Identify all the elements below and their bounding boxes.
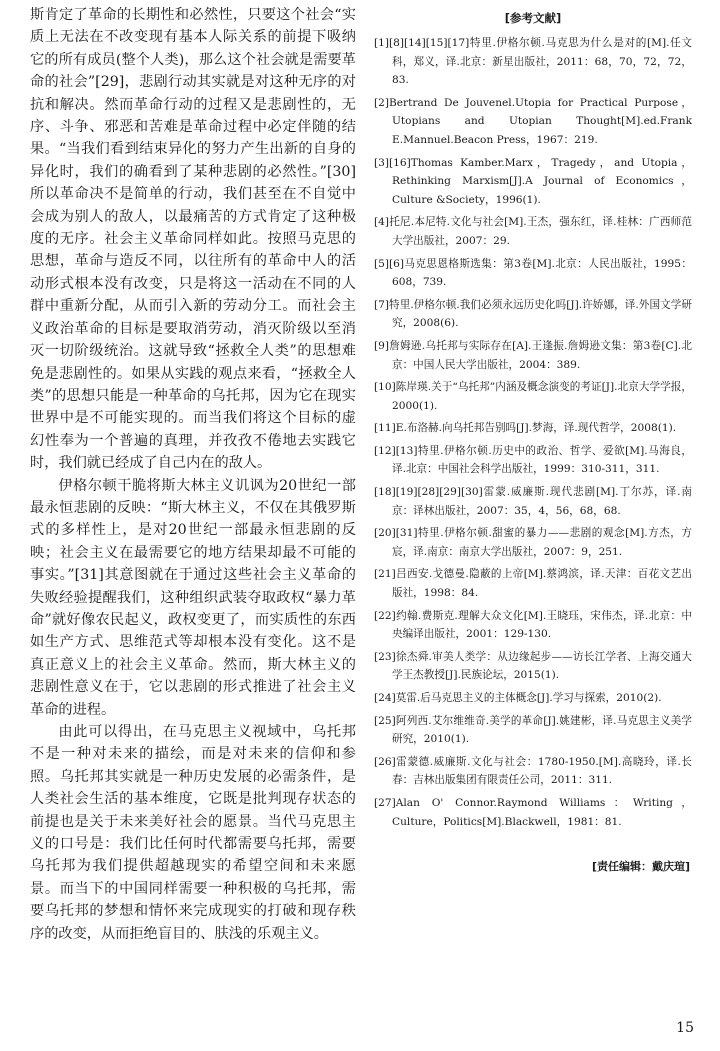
reference-item: [23]徐杰舜.审美人类学：从边缘起步——访长江学者、上海交通大学王杰教授[J].民族论坛，2015(1). [374,650,692,682]
reference-item: [2]Bertrand De Jouvenel.Utopia for Practical Purpose，Utopians and Utopian Thought[M].ed.Frank E.Mannuel.Beacon Press，1967：219. [374,96,692,146]
reference-item: [9]詹姆逊.乌托邦与实际存在[A].王逢振.詹姆逊文集：第3卷[C].北京：中国人民大学出版社，2004：389. [374,339,692,371]
body-paragraph: 由此可以得出，在马克思主义视域中，乌托邦不是一种对未来的描绘，而是对未来的信仰和参照。乌托邦其实就是一种历史发展的必需条件，是人类社会生活的基本维度，它既是批判现存状态的前提也是关于未来美好社会的愿景。当代马克思主义的口号是：我们比任何时代都需要乌托邦，需要乌托邦为我们提供超越现实的希望空间和未来愿景。而当下的中国同样需要一种积极的乌托邦，需要乌托邦的梦想和情怀来完成现实的打破和现存秩序的改变，从而拒绝盲目的、肤浅的乐观主义。 [30,724,356,942]
editor-note: [责任编辑：戴庆瑄] [591,860,690,873]
reference-item: [10]陈岸瑛.关于“乌托邦”内涵及概念演变的考证[J].北京大学学报，2000(1). [374,381,692,412]
reference-item: [1][8][14][15][17]特里.伊格尔顿.马克思为什么是对的[M].任文科，郑义，译.北京：新星出版社，2011：68，70，72，72，83. [374,37,692,87]
reference-item: [11]E.布洛赫.向乌托邦告别吗[J].梦海，译.现代哲学，2008(1). [374,422,677,435]
reference-item: [21]吕西安.戈德曼.隐蔽的上帝[M].蔡鸿滨，译.天津：百花文艺出版社，1998：84. [374,568,692,600]
body-column [30,4,356,945]
reference-item: [18][19][28][29][30]雷蒙.威廉斯.现代悲剧[M].丁尔苏，译.南京：译林出版社，2007：35，4，56，68，68. [374,486,692,517]
reference-item: [24]莫雷.后马克思主义的主体概念[J].学习与探索，2010(2). [374,692,662,704]
reference-item: [20][31]特里.伊格尔顿.甜蜜的暴力——悲剧的观念[M].方杰，方宸，译.南京：南京大学出版社，2007：9，251. [374,527,692,558]
reference-item: [4]托尼.本尼特.文化与社会[M].王杰，强东红，译.桂林：广西师范大学出版社，2007：29. [374,216,692,247]
reference-item: [27]Alan O' Connor.Raymond Williams：Writing，Culture，Politics[M].Blackwell，1981：81. [374,796,692,828]
reference-item: [26]雷蒙德.威廉斯.文化与社会：1780-1950.[M].高晓玲，译.长春：吉林出版集团有限责任公司，2011：311. [374,755,692,787]
reference-item: [22]约翰.费斯克.理解大众文化[M].王晓珏，宋伟杰，译.北京：中央编译出版社，2001：129-130. [374,609,692,641]
references-title: [参考文献] [504,11,562,25]
reference-item: [12][13]特里.伊格尔顿.历史中的政治、哲学、爱欲[M].马海良，译.北京：中国社会科学出版社，1999：310-311，311. [374,444,692,476]
body-paragraph: 伊格尔顿干脆将斯大林主义讥讽为20世纪一部最永恒悲剧的反映：“斯大林主义，不仅在其俄罗斯式的多样性上，是对20世纪一部最永恒悲剧的反映；社会主义在最需要它的地方结果却最不可能的事实。”[31]其意图就在于通过这些社会主义革命的失败经验提醒我们，这种组织武装夺取政权“暴力革命”就好像农民起义，政权变更了，而实质性的东西如生产方式、思维范式等却根本没有变化。这不是真正意义上的社会主义革命。然而，斯大林主义的悲剧性意义在于，它以悲剧的形式推进了社会主义革命的进程。 [30,477,356,718]
reference-item: [5][6]马克思恩格斯选集：第3卷[M].北京：人民出版社，1995：608，739. [374,257,692,289]
references-section [374,10,692,835]
reference-item: [25]阿列西.艾尔维维奇.美学的革命[J].姚建彬，译.马克思主义美学研究，2010(1). [374,714,692,746]
reference-item: [7]特里.伊格尔顿.我们必须永远历史化吗[J].许娇娜，译.外国文学研究，2008(6). [374,298,692,330]
page-number: 15 [676,1020,694,1036]
reference-item: [3][16]Thomas Kamber.Marx，Tragedy，and Utopia，Rethinking Marxism[J].A Journal of Economics，Culture &Society，1996(1). [374,156,692,206]
body-paragraph: 斯肯定了革命的长期性和必然性，只要这个社会“实质上无法在不改变现有基本人际关系的前提下吸纳它的所有成员(整个人类)，那么这个社会就是需要革命的社会”[29]，悲剧行动其实就是对这种无序的对抗和解决。然而革命行动的过程又是悲剧性的，无序、斗争、邪恶和苦难是革命过程中必定伴随的结果。“当我们看到结束异化的努力产生出新的自身的异化时，我们的确看到了某种悲剧的必然性。”[30]所以革命决不是简单的行动，我们甚至在不自觉中会成为别人的敌人，以最痛苦的方式肯定了这种极度的无序。社会主义革命同样如此。按照马克思的思想，革命与造反不同，以往所有的革命中人的活动形式根本没有改变，只是将这一活动在不同的人群中重新分配，从而引入新的劳动分工。而社会主义政治革命的目标是要取消劳动，消灭阶级以至消灭一切阶级统治。这就导致“拯救全人类”的思想难免是悲剧性的。如果从实践的观点来看，“拯救全人类”的思想只能是一种革命的乌托邦，因为它在现实世界中是不可能实现的。而当我们将这个目标的虚幻性奉为一个普遍的真理，并孜孜不倦地去实践它时，我们就已经成了自己内在的敌人。 [30,7,356,472]
